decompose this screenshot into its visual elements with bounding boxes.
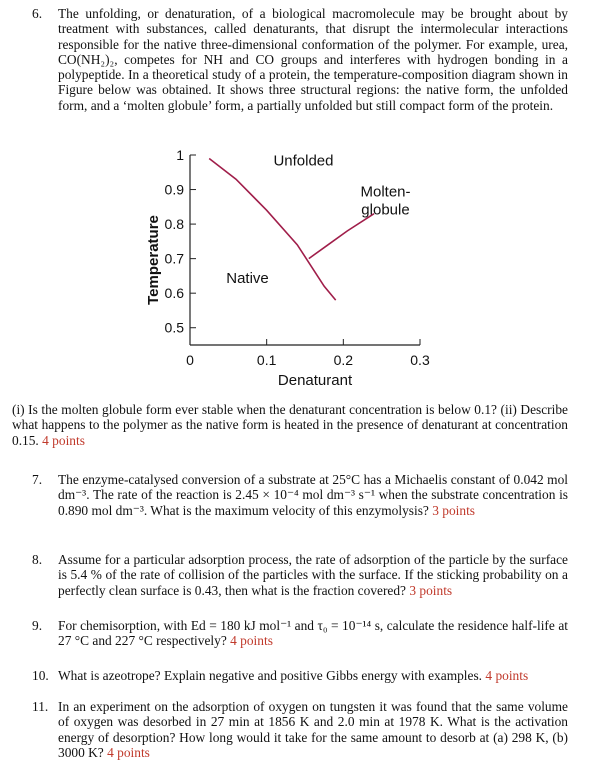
question-text: What is azeotrope? Explain negative and positive Gibbs energy with examples. xyxy=(58,668,483,683)
x-tick-label: 0 xyxy=(186,352,194,368)
points-label: 4 points xyxy=(107,744,150,760)
y-tick-label: 1 xyxy=(176,150,184,163)
x-tick-label: 0.1 xyxy=(256,352,277,368)
question-9 xyxy=(32,618,568,649)
x-axis-label: Denaturant xyxy=(277,372,353,389)
region-label: Molten-globule xyxy=(360,183,411,219)
points-label: 4 points xyxy=(230,633,273,649)
y-axis-label: Temperature xyxy=(145,215,162,305)
y-tick-label: 0.5 xyxy=(164,319,184,336)
question-text: The enzyme-catalysed conversion of a substrate at 25°C has a Michaelis constant of 0.042 mol dm⁻³. The rate of the reaction is 2.45 × 10⁻⁴ mol dm⁻³ s⁻¹ when the substrate concentration is 0.890 mol dm⁻³. What is the maximum velocity of this enzymolysis? xyxy=(58,472,568,518)
question-6-subparts xyxy=(12,402,568,448)
y-tick-label: 0.6 xyxy=(164,285,184,302)
points-label: 4 points xyxy=(42,432,85,448)
chart-labels xyxy=(145,152,411,389)
question-number: 8. xyxy=(32,552,43,567)
question-8 xyxy=(32,552,568,598)
points-label: 3 points xyxy=(432,502,475,518)
question-number: 9. xyxy=(32,618,43,633)
question-number: 6. xyxy=(32,6,43,21)
question-number: 11. xyxy=(32,699,49,714)
question-number: 10. xyxy=(32,668,49,683)
question-7 xyxy=(32,472,568,518)
y-tick-label: 0.9 xyxy=(164,181,184,198)
y-tick-label: 0.7 xyxy=(164,250,184,267)
region-label: Unfolded xyxy=(273,152,334,170)
x-tick-label: 0.2 xyxy=(333,352,354,368)
question-10 xyxy=(32,668,568,683)
question-text: (i) Is the molten globule form ever stable when the denaturant concentration is below 0.1? (ii) Describe what happens to the polymer as the native form is heated in the presence of denaturant at concentration 0.15. xyxy=(12,402,568,448)
question-text: For chemisorption, with Ed = 180 kJ mol⁻¹ and τ₀ = 10⁻¹⁴ s, calculate the residence half-life at 27 °C and 227 °C respectively? xyxy=(58,618,568,649)
question-text: In an experiment on the adsorption of oxygen on tungsten it was found that the same volume of oxygen was desorbed in 27 min at 1856 K and 2.0 min at 1978 K. What is the activation energy of desorption? How long would it take for the same amount to desorb at (a) 298 K, (b) 3000 K? xyxy=(58,699,568,760)
question-text: Assume for a particular adsorption process, the rate of adsorption of the particle by the surface is 5.4 % of the rate of collision of the particles with the surface. If the sticking probability on a perfectly clean surface is 0.43, then what is the fraction covered? xyxy=(58,552,568,598)
points-label: 3 points xyxy=(409,582,453,598)
temperature-composition-chart xyxy=(140,150,440,400)
y-tick-label: 0.8 xyxy=(164,216,184,233)
points-label: 4 points xyxy=(485,668,529,683)
question-6 xyxy=(32,6,568,113)
question-text: The unfolding, or denaturation, of a biological macromolecule may be brought about by treatment with substances, called denaturants, that disrupt the intermolecular interactions responsible for the native three-dimensional conformation of the polymer. For example, urea, CO(NH₂)₂, competes for NH and CO groups and interferes with hydrogen bonding in a polypeptide. In a theoretical study of a protein, the temperature-composition diagram shown in Figure below was obtained. It shows three structural regions: the native form, the unfolded form, and a ‘molten globule’ form, a partially unfolded but still compact form of the protein. xyxy=(58,6,568,113)
series-line xyxy=(309,214,374,259)
question-11 xyxy=(32,699,568,760)
region-label: Native xyxy=(226,269,269,287)
question-number: 7. xyxy=(32,472,43,487)
x-tick-label: 0.3 xyxy=(410,352,430,368)
